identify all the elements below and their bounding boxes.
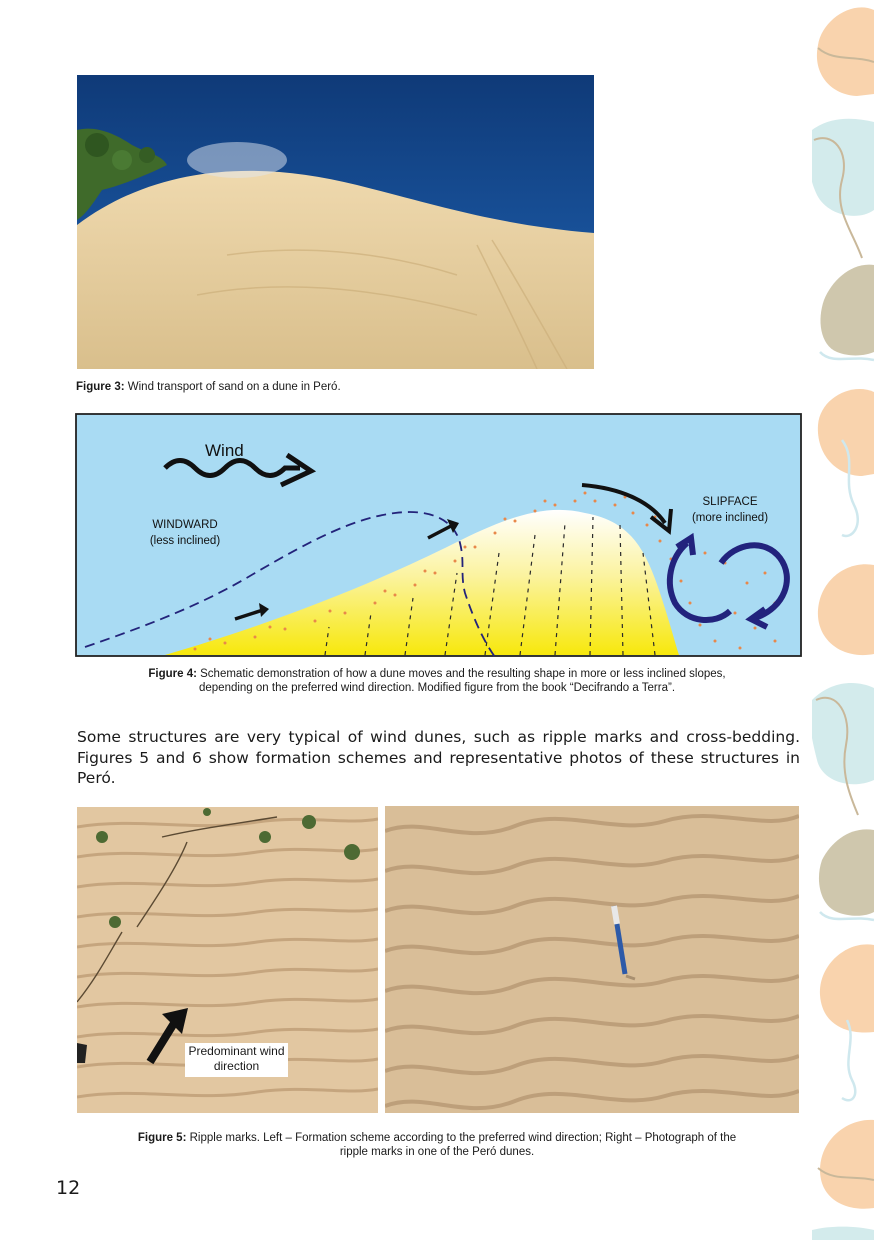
figure3-dune-photo <box>77 75 594 369</box>
wind-box-line1: Predominant wind <box>188 1044 285 1058</box>
decorative-side-pattern <box>812 0 874 1240</box>
figure4-label: Figure 4: <box>148 668 197 680</box>
figure4-caption-line1: Schematic demonstration of how a dune moves and the resulting shape in more or less inclined slopes, <box>200 668 726 680</box>
figure3-label: Figure 3: <box>76 381 125 393</box>
figure4-caption-line2: depending on the preferred wind direction. Modified figure from the book “Decifrando a Terra”. <box>198 682 676 694</box>
figure4-dune-diagram <box>75 413 802 657</box>
windward-sublabel: (less inclined) <box>149 535 221 547</box>
wind-direction-label-box <box>185 1043 288 1077</box>
figure3-caption-text: Wind transport of sand on a dune in Peró. <box>127 381 341 393</box>
windward-label: WINDWARD <box>152 519 218 531</box>
slipface-sublabel: (more inclined) <box>691 512 769 524</box>
page-number: 12 <box>56 1177 81 1199</box>
figure5-caption <box>76 1131 798 1159</box>
figure5-label: Figure 5: <box>137 1132 187 1144</box>
figure5-caption-line1: Ripple marks. Left – Formation scheme according to the preferred wind direction; Right – Photograph of the <box>189 1132 737 1144</box>
wind-box-line2: direction <box>213 1059 260 1073</box>
figure3-caption <box>76 380 676 394</box>
slipface-label: SLIPFACE <box>702 496 758 508</box>
body-paragraph: Some structures are very typical of wind dunes, such as ripple marks and cross-bedding. Figures 5 and 6 show formation schemes and representative photos of these structures in Peró. <box>77 728 800 787</box>
figure5-ripple-marks-photo <box>385 806 799 1113</box>
wind-label: Wind <box>205 441 244 460</box>
figure5-caption-line2: ripple marks in one of the Peró dunes. <box>339 1146 535 1158</box>
figure4-caption <box>76 667 798 695</box>
